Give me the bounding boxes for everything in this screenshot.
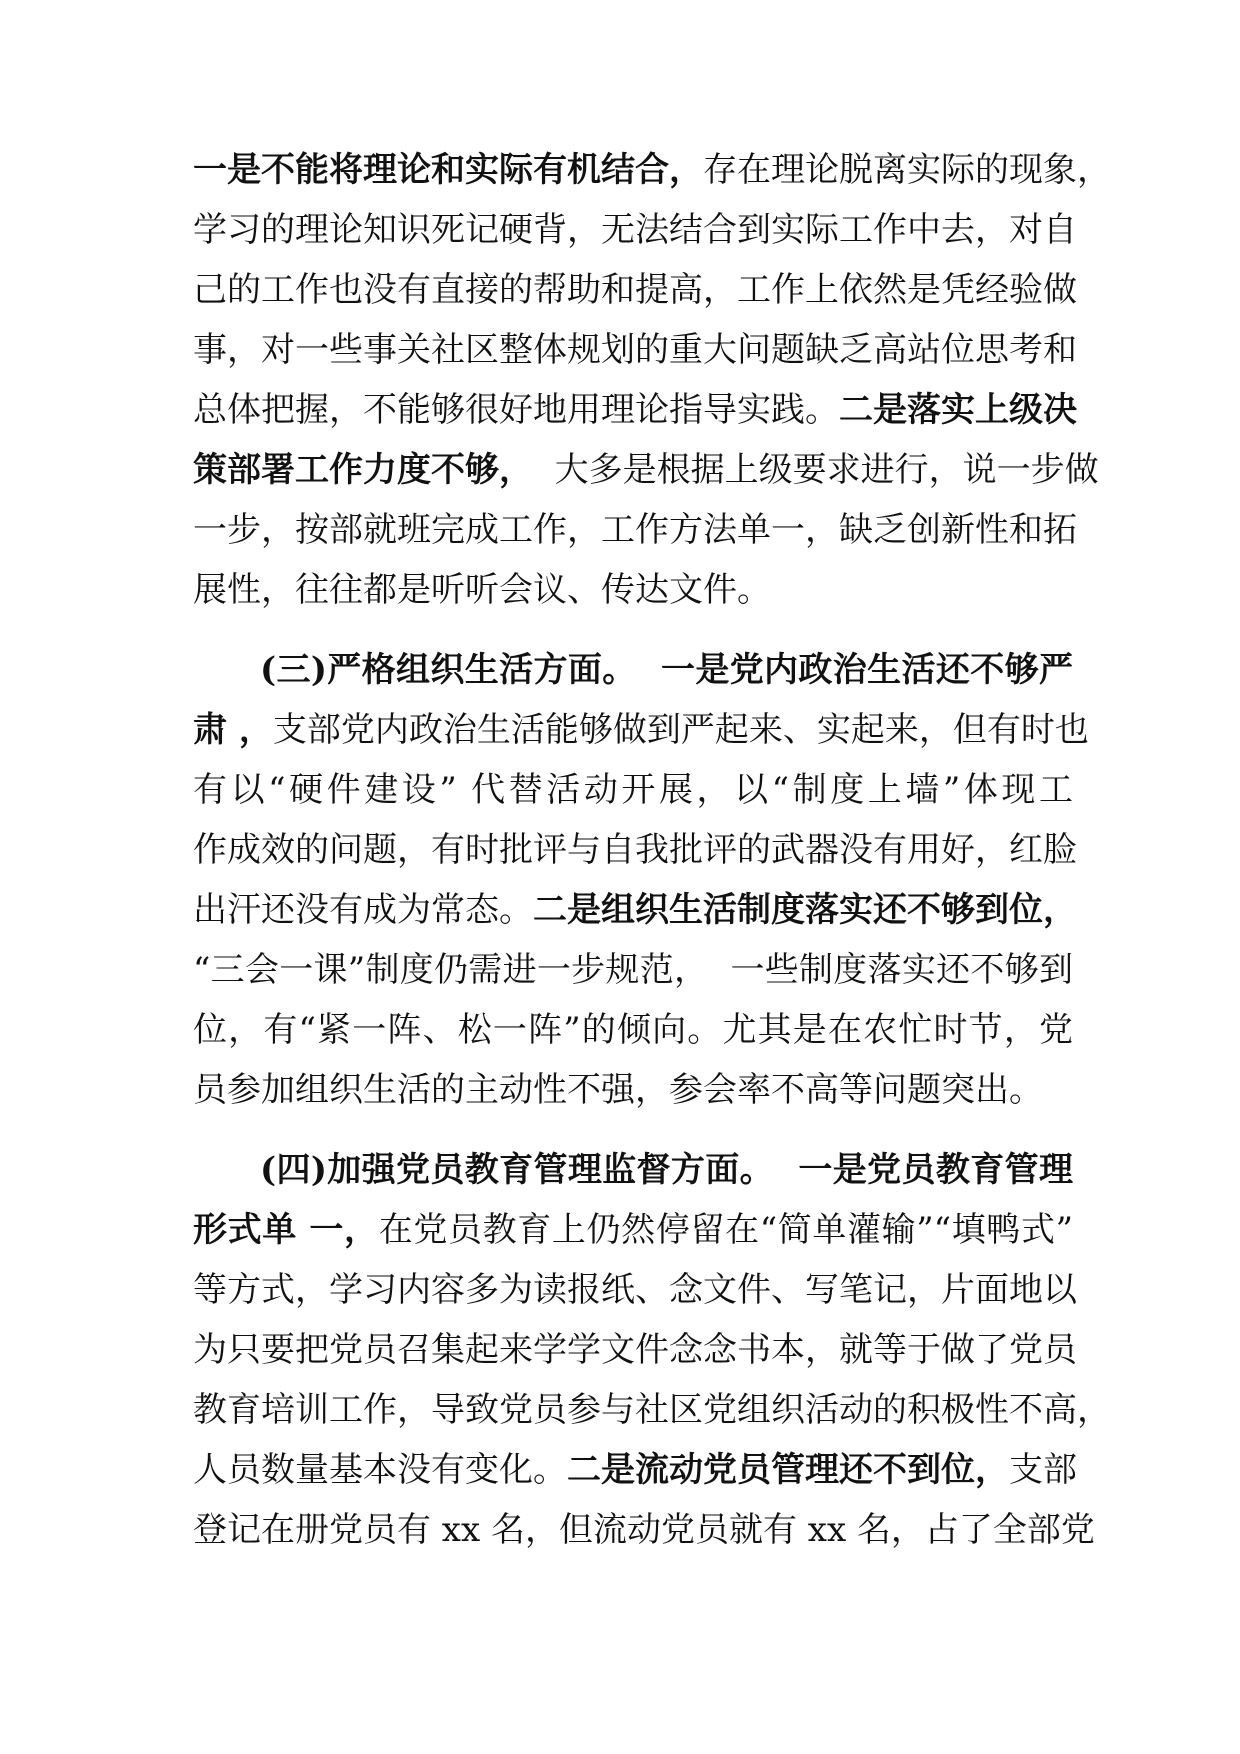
line-segment: 存在理论脱离实际的现象，	[703, 150, 1111, 190]
line-segment: “三会一课”制度仍需进一步规范， 一些制度落实还不够到	[193, 950, 1073, 990]
bold-phrase: 形式单 一，	[193, 1210, 379, 1250]
line-segment: 支部	[1009, 1450, 1077, 1490]
text-line	[193, 1440, 1077, 1500]
text-line	[193, 760, 1073, 820]
text-line	[193, 260, 1077, 320]
line-segment: 员参加组织生活的主动性不强，参会率不高等问题突出。	[193, 1070, 1043, 1110]
text-line	[193, 1200, 1073, 1260]
line-segment: 人员数量基本没有变化。	[193, 1450, 567, 1490]
line-segment: 学习的理论知识死记硬背，无法结合到实际工作中去，对自	[193, 210, 1077, 250]
line-segment: 大多是根据上级要求进行，说一步做	[533, 450, 1099, 490]
line-segment: 事，对一些事关社区整体规划的重大问题缺乏高站位思考和	[193, 330, 1077, 370]
bold-phrase: 二是流动党员管理还不到位，	[567, 1450, 1009, 1490]
line-segment: 展性，往往都是听听会议、传达文件。	[193, 570, 771, 610]
text-line	[193, 700, 1089, 760]
line-segment: 出汗还没有成为常态。	[193, 890, 533, 930]
text-line	[193, 940, 1073, 1000]
section-heading-line	[260, 1140, 1073, 1200]
text-line	[193, 440, 1099, 500]
text-line	[193, 1260, 1077, 1320]
section-heading: (三)严格组织生活方面。 一是党内政治生活还不够严	[260, 650, 1073, 690]
text-line	[193, 200, 1077, 260]
text-line	[193, 820, 1077, 880]
text-line	[193, 1320, 1077, 1380]
line-segment: 有以“硬件建设” 代替活动开展，以“制度上墙”体现工	[193, 770, 1073, 810]
line-segment: 作成效的问题，有时批评与自我批评的武器没有用好，红脸	[193, 830, 1077, 870]
line-segment: 等方式，学习内容多为读报纸、念文件、写笔记，片面地以	[193, 1270, 1077, 1310]
section-heading: (四)加强党员教育管理监督方面。 一是党员教育管理	[260, 1150, 1073, 1190]
line-segment: 总体把握，不能够很好地用理论指导实践。	[193, 390, 839, 430]
line-segment: 支部党内政治生活能够做到严起来、实起来，但有时也	[272, 710, 1089, 750]
bold-phrase: 策部署工作力度不够，	[193, 450, 533, 490]
text-line	[193, 1500, 1095, 1560]
bold-phrase: 二是组织生活制度落实还不够到位，	[533, 890, 1077, 930]
bold-phrase: 二是落实上级决	[839, 390, 1077, 430]
text-line	[193, 320, 1077, 380]
text-line	[193, 560, 1073, 620]
line-segment: 位，有“紧一阵、松一阵”的倾向。尤其是在农忙时节，党	[193, 1010, 1073, 1050]
line-segment: 在党员教育上仍然停留在“简单灌输”“填鸭式”	[378, 1210, 1074, 1250]
line-segment: 一步，按部就班完成工作，工作方法单一，缺乏创新性和拓	[193, 510, 1077, 550]
text-line	[193, 500, 1077, 560]
text-line	[193, 140, 1111, 200]
text-line	[193, 1000, 1073, 1060]
line-segment: 登记在册党员有 xx 名，但流动党员就有 xx 名，占了全部党	[193, 1510, 1095, 1550]
text-line	[193, 1060, 1073, 1120]
line-segment: 教育培训工作，导致党员参与社区党组织活动的积极性不高，	[193, 1390, 1111, 1430]
line-segment: 己的工作也没有直接的帮助和提高，工作上依然是凭经验做	[193, 270, 1077, 310]
text-line	[193, 1380, 1111, 1440]
text-line	[193, 380, 1077, 440]
section-heading-line	[260, 640, 1073, 700]
line-segment: 为只要把党员召集起来学学文件念念书本，就等于做了党员	[193, 1330, 1077, 1370]
text-line	[193, 880, 1077, 940]
bold-phrase: 一是不能将理论和实际有机结合，	[193, 150, 703, 190]
bold-phrase: 肃 ，	[193, 710, 273, 750]
